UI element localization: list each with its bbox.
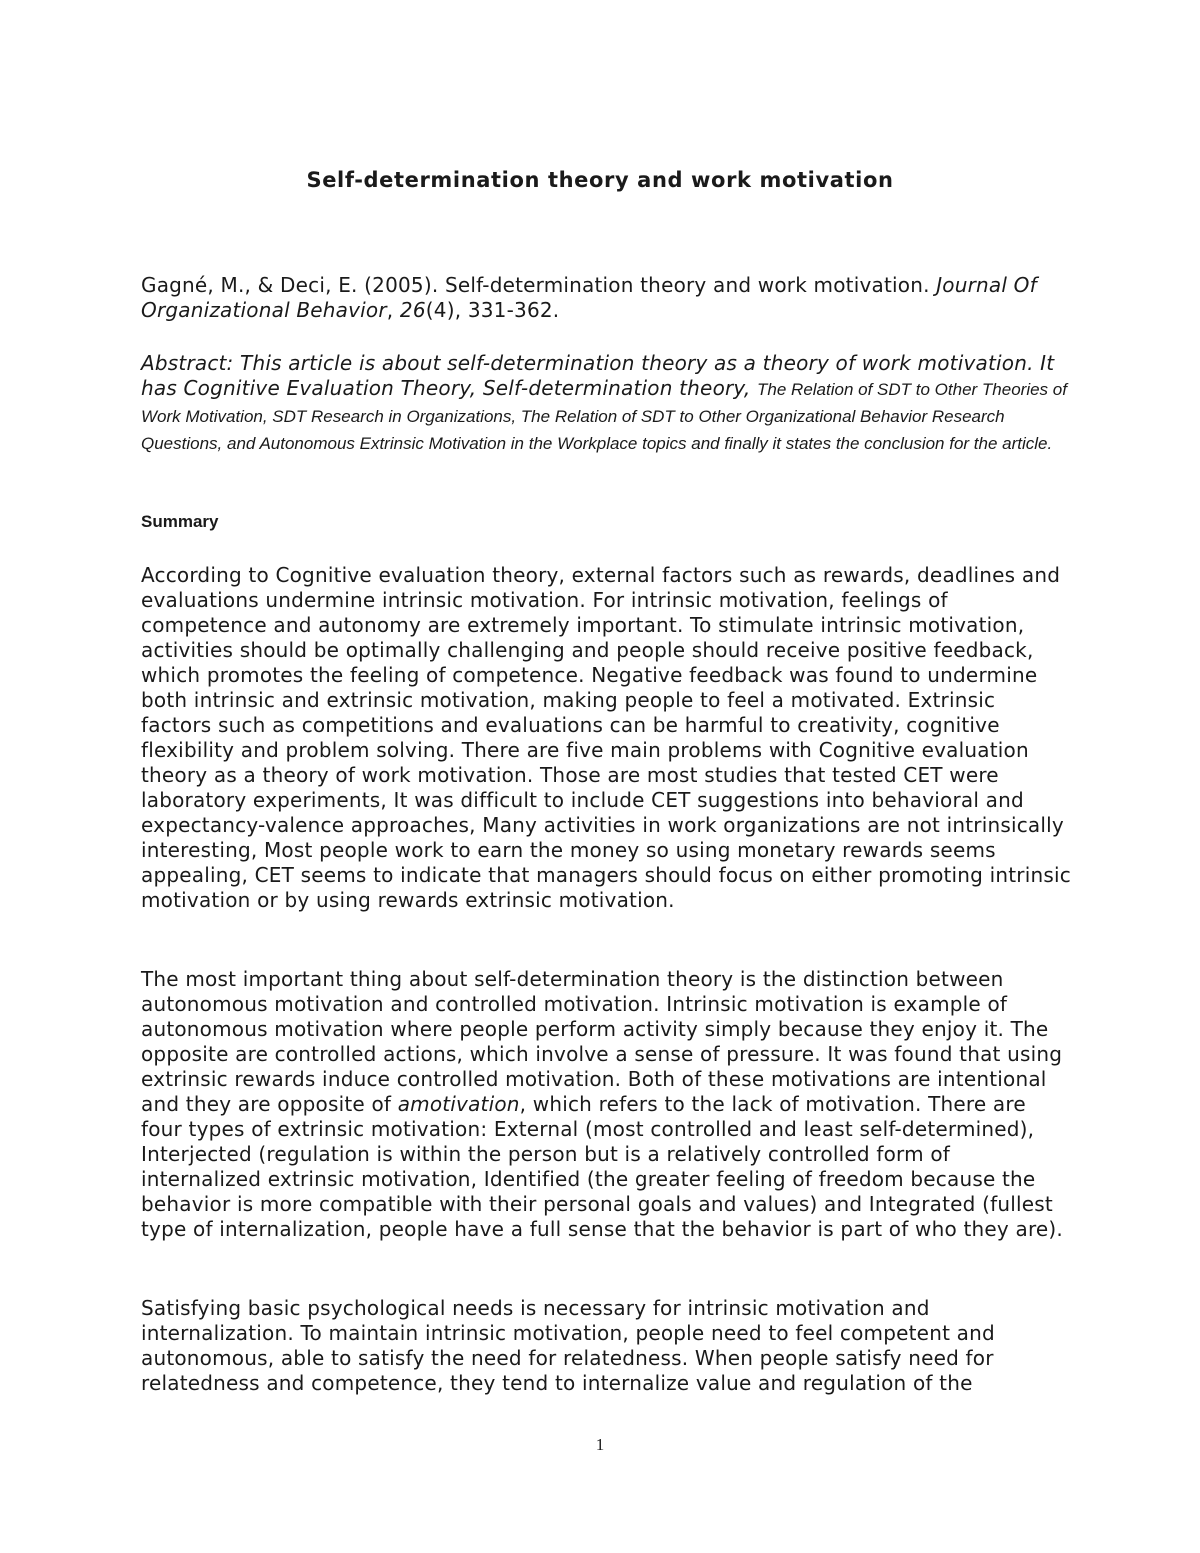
citation-journal: Journal Of Organizational Behavior [141, 273, 1037, 322]
paragraph-2-emphasis: amotivation [397, 1092, 520, 1116]
citation-issue-pages: (4), 331-362. [425, 298, 560, 322]
abstract-lead: Abstract: This article is about self-determination theory as a theory of work motivation. It has Cognitive Evaluation Theory, Self-determination theory, [141, 351, 1055, 400]
abstract-tail: The Relation of SDT to Other Theories of Work Motivation, SDT Research in Organizations, The Relation of SDT to Other Organizational Behavior Research Questions, and Autonomous Extrinsic Motivation in the Workplace topics and finally it states the conclusion for the article. [141, 380, 1067, 453]
citation [141, 273, 1071, 323]
abstract [141, 351, 1071, 457]
citation-volume: 26 [399, 298, 426, 322]
paragraph-2-after: , which refers to the lack of motivation. There are four types of extrinsic motivation: External (most controlled and least self-determined), Interjected (regulation is within the person but is a relatively controlled form of internalized extrinsic motivation, Identified (the greater feeling of freedom because the behavior is more compatible with their personal goals and values) and Integrated (fullest type of internalization, people have a full sense that the behavior is part of who they are). [141, 1092, 1063, 1241]
body-paragraph-3: Satisfying basic psychological needs is necessary for intrinsic motivation and internalization. To maintain intrinsic motivation, people need to feel competent and autonomous, able to satisfy the need for relatedness. When people satisfy need for relatedness and competence, they tend to internalize value and regulation of the [141, 1296, 995, 1395]
citation-separator: , [386, 298, 400, 322]
body-paragraph-1: According to Cognitive evaluation theory, external factors such as rewards, deadlines and evaluations undermine intrinsic motivation. For intrinsic motivation, feelings of competence and autonomy are extremely important. To stimulate intrinsic motivation, activities should be optimally challenging and people should receive positive feedback, which promotes the feeling of competence. Negative feedback was found to undermine both intrinsic and extrinsic motivation, making people to feel a motivated. Extrinsic factors such as competitions and evaluations can be harmful to creativity, cognitive flexibility and problem solving. There are five main problems with Cognitive evaluation theory as a theory of work motivation. Those are most studies that tested CET were laboratory experiments, It was difficult to include CET suggestions into behavioral and expectancy-valence approaches, Many activities in work organizations are not intrinsically interesting, Most people work to earn the money so using monetary rewards seems appealing, CET seems to indicate that managers should focus on either promoting intrinsic motivation or by using rewards extrinsic motivation. [141, 563, 1071, 912]
page-number: 1 [595, 1435, 605, 1454]
body-paragraph-2 [141, 967, 1071, 1242]
paragraph-2-before: The most important thing about self-determination theory is the distinction between autonomous motivation and controlled motivation. Intrinsic motivation is example of autonomous motivation where people perform activity simply because they enjoy it. The opposite are controlled actions, which involve a sense of pressure. It was found that using extrinsic rewards induce controlled motivation. Both of these motivations are intentional and they are opposite of [141, 967, 1063, 1116]
document-title: Self-determination theory and work motivation [306, 168, 894, 192]
citation-authors: Gagné, M., & Deci, E. (2005). Self-determination theory and work motivation. [141, 273, 930, 297]
summary-heading: Summary [141, 512, 219, 531]
